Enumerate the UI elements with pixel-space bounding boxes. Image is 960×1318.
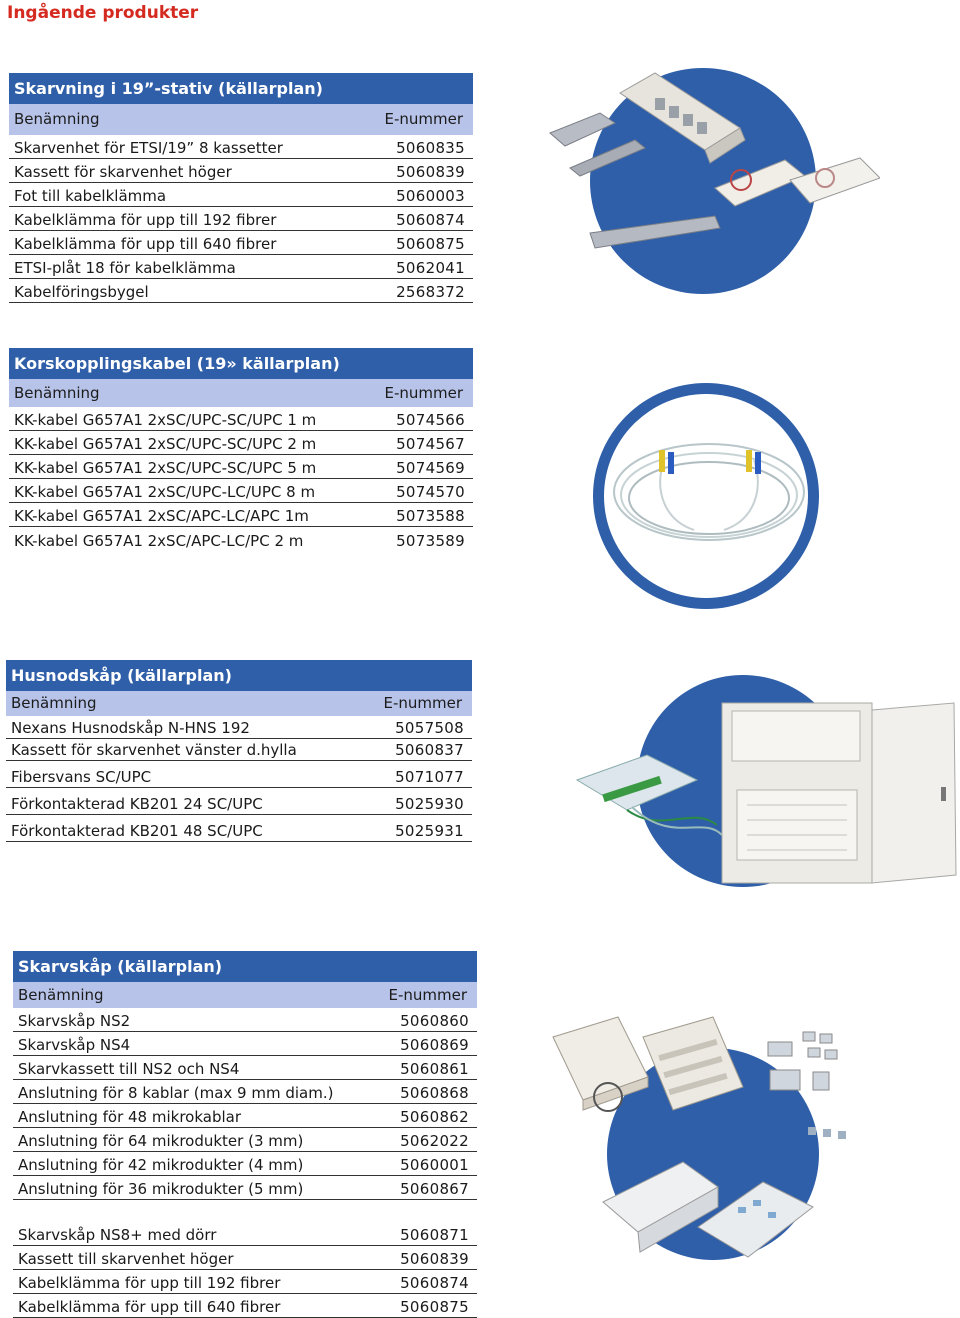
- section-house-node-cabinet: [6, 660, 472, 842]
- product-name: KK-kabel G657A1 2xSC/UPC-SC/UPC 2 m: [14, 435, 317, 453]
- column-name-header: Benämning: [11, 694, 97, 712]
- column-header-row: [9, 104, 473, 135]
- product-number: 5074566: [396, 411, 465, 429]
- product-name: Skarvskåp NS4: [18, 1036, 131, 1054]
- product-number: 5060874: [400, 1274, 469, 1292]
- product-list: [9, 135, 473, 303]
- table-row: [9, 207, 473, 231]
- table-row: [13, 1270, 477, 1294]
- product-number: 5060868: [400, 1084, 469, 1102]
- product-name: KK-kabel G657A1 2xSC/UPC-LC/UPC 8 m: [14, 483, 316, 501]
- column-header-row: [9, 379, 473, 407]
- product-name: Förkontakterad KB201 48 SC/UPC: [11, 822, 263, 840]
- table-row: [6, 761, 472, 788]
- product-name: Kassett till skarvenhet höger: [18, 1250, 234, 1268]
- product-name: ETSI-plåt 18 för kabelklämma: [14, 259, 236, 277]
- product-number: 5060839: [396, 163, 465, 181]
- product-name: Förkontakterad KB201 24 SC/UPC: [11, 795, 263, 813]
- product-number: 5062022: [400, 1132, 469, 1150]
- patch-cable-photo: [604, 420, 814, 570]
- table-row: [13, 1128, 477, 1152]
- column-name-header: Benämning: [18, 986, 104, 1004]
- table-row: [13, 1152, 477, 1176]
- table-row: [9, 183, 473, 207]
- product-name: Anslutning för 8 kablar (max 9 mm diam.): [18, 1084, 334, 1102]
- product-number: 5071077: [395, 768, 464, 786]
- product-name: Kabelklämma för upp till 192 fibrer: [14, 211, 277, 229]
- splice-unit-photo: [545, 68, 880, 268]
- table-row: [9, 135, 473, 159]
- table-row: [9, 455, 473, 479]
- product-number: 5025930: [395, 795, 464, 813]
- product-number: 5060862: [400, 1108, 469, 1126]
- table-row: [13, 1032, 477, 1056]
- product-number: 5060861: [400, 1060, 469, 1078]
- product-number: 5060837: [395, 741, 464, 759]
- product-number: 5060871: [400, 1226, 469, 1244]
- section-title: Korskopplingskabel (19» källarplan): [9, 348, 473, 379]
- product-name: Kassett för skarvenhet höger: [14, 163, 232, 181]
- product-number: 5060875: [396, 235, 465, 253]
- table-row: [13, 1222, 477, 1246]
- product-name: Kabelklämma för upp till 192 fibrer: [18, 1274, 281, 1292]
- product-number: 5060869: [400, 1036, 469, 1054]
- page-title: Ingående produkter: [7, 3, 199, 23]
- table-row: [9, 431, 473, 455]
- product-number: 5060839: [400, 1250, 469, 1268]
- table-row: [6, 739, 472, 761]
- product-list: [13, 1008, 477, 1200]
- product-number: 5060874: [396, 211, 465, 229]
- table-row: [13, 1246, 477, 1270]
- table-row: [9, 231, 473, 255]
- product-name: Skarvenhet för ETSI/19” 8 kassetter: [14, 139, 283, 157]
- product-name: KK-kabel G657A1 2xSC/UPC-SC/UPC 1 m: [14, 411, 317, 429]
- column-number-header: E-nummer: [388, 986, 467, 1004]
- table-row: [9, 503, 473, 527]
- product-name: Nexans Husnodskåp N-HNS 192: [11, 719, 250, 737]
- product-number: 5074569: [396, 459, 465, 477]
- column-name-header: Benämning: [14, 384, 100, 402]
- product-number: 5057508: [395, 719, 464, 737]
- table-row: [9, 407, 473, 431]
- product-name: Fot till kabelklämma: [14, 187, 167, 205]
- table-row: [13, 1080, 477, 1104]
- table-row: [9, 479, 473, 503]
- product-name: Anslutning för 42 mikrodukter (4 mm): [18, 1156, 304, 1174]
- table-row: [13, 1104, 477, 1128]
- product-name: KK-kabel G657A1 2xSC/APC-LC/APC 1m: [14, 507, 309, 525]
- product-number: 5060001: [400, 1156, 469, 1174]
- section-patch-cables: [9, 348, 473, 551]
- product-name: Kabelklämma för upp till 640 fibrer: [14, 235, 277, 253]
- product-name: Kassett för skarvenhet vänster d.hylla: [11, 741, 297, 759]
- column-number-header: E-nummer: [383, 694, 462, 712]
- table-row: [13, 1294, 477, 1318]
- product-number: 5073588: [396, 507, 465, 525]
- table-row: [9, 159, 473, 183]
- table-row: [13, 1056, 477, 1080]
- section-splice-cabinet: [13, 951, 477, 1318]
- product-number: 5060835: [396, 139, 465, 157]
- table-row: [6, 716, 472, 739]
- product-name: KK-kabel G657A1 2xSC/APC-LC/PC 2 m: [14, 532, 304, 550]
- section-title: Husnodskåp (källarplan): [6, 660, 472, 691]
- product-number: 5074570: [396, 483, 465, 501]
- section-title: Skarvning i 19”-stativ (källarplan): [9, 73, 473, 104]
- column-number-header: E-nummer: [384, 384, 463, 402]
- table-row: [13, 1176, 477, 1200]
- product-name: Skarvskåp NS2: [18, 1012, 131, 1030]
- product-list-2: [13, 1222, 477, 1318]
- product-number: 5060003: [396, 187, 465, 205]
- product-list: [9, 407, 473, 551]
- table-row: [6, 788, 472, 815]
- product-number: 5060867: [400, 1180, 469, 1198]
- product-name: Kabelklämma för upp till 640 fibrer: [18, 1298, 281, 1316]
- table-row: [6, 815, 472, 842]
- column-number-header: E-nummer: [384, 110, 463, 128]
- column-header-row: [6, 691, 472, 716]
- product-number: 5074567: [396, 435, 465, 453]
- product-number: 5060875: [400, 1298, 469, 1316]
- product-name: Kabelföringsbygel: [14, 283, 149, 301]
- product-number: 2568372: [396, 283, 465, 301]
- splice-cabinet-photo: [548, 1012, 868, 1302]
- product-number: 5062041: [396, 259, 465, 277]
- product-name: Anslutning för 36 mikrodukter (5 mm): [18, 1180, 304, 1198]
- product-name: Anslutning för 48 mikrokablar: [18, 1108, 242, 1126]
- table-row: [9, 279, 473, 303]
- section-rack-splicing: [9, 73, 473, 303]
- product-name: Skarvkassett till NS2 och NS4: [18, 1060, 240, 1078]
- product-name: Anslutning för 64 mikrodukter (3 mm): [18, 1132, 304, 1150]
- product-number: 5025931: [395, 822, 464, 840]
- cabinet-photo: [572, 695, 960, 890]
- section-title: Skarvskåp (källarplan): [13, 951, 477, 982]
- column-name-header: Benämning: [14, 110, 100, 128]
- product-list: [6, 716, 472, 842]
- product-name: KK-kabel G657A1 2xSC/UPC-SC/UPC 5 m: [14, 459, 317, 477]
- table-row: [9, 527, 473, 551]
- product-name: Skarvskåp NS8+ med dörr: [18, 1226, 217, 1244]
- product-number: 5073589: [396, 532, 465, 550]
- table-row: [13, 1008, 477, 1032]
- column-header-row: [13, 982, 477, 1008]
- product-number: 5060860: [400, 1012, 469, 1030]
- product-name: Fibersvans SC/UPC: [11, 768, 152, 786]
- table-row: [9, 255, 473, 279]
